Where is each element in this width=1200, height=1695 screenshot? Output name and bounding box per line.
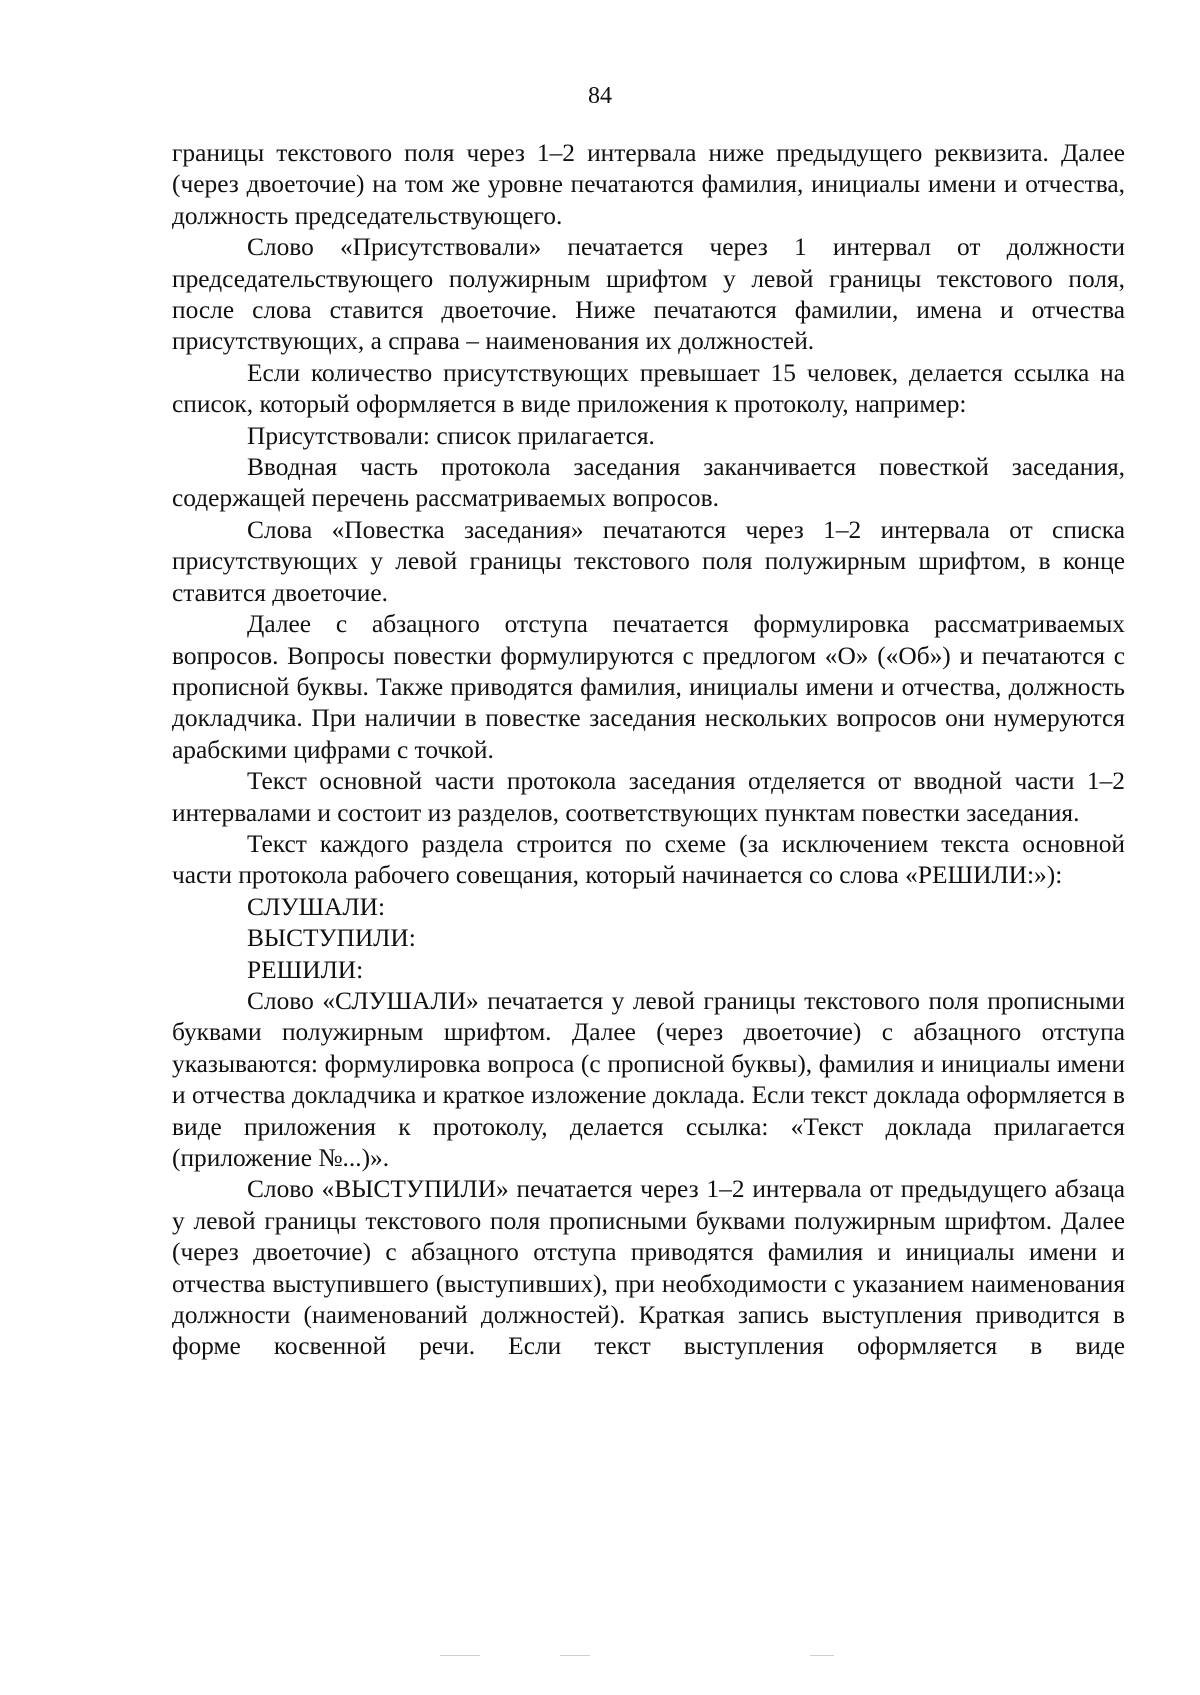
paragraph-attendees-example: Присутствовали: список прилагается.	[247, 421, 655, 450]
scan-mark	[440, 1655, 480, 1656]
scheme-item-spoke: ВЫСТУПИЛИ:	[247, 924, 416, 953]
page-number: 84	[588, 83, 612, 109]
paragraph-listened-word: Слово «СЛУШАЛИ» печатается у левой границы текстового поля прописными буквами полужирным шрифтом. Далее (через двоеточие) с абзацного отступа указываются: формулировка вопроса (с прописной буквы), фамилия и инициалы имени и отчества докладчика и краткое изложение доклада. Если текст доклада оформляется в виде приложения к протоколу, делается ссылка: «Текст доклада прилагается (приложение №...)».	[172, 986, 1125, 1172]
paragraph-attendee-count: Если количество присутствующих превышает 15 человек, делается ссылка на список, который оформляется в виде приложения к протоколу, например:	[172, 358, 1125, 419]
document-body	[172, 138, 1125, 1363]
scan-mark	[560, 1655, 590, 1656]
scheme-item-listened: СЛУШАЛИ:	[247, 892, 386, 921]
paragraph-introduction-end: Вводная часть протокола заседания заканчивается повесткой заседания, содержащей перечень рассматриваемых вопросов.	[172, 453, 1125, 513]
paragraph-section-scheme: Текст каждого раздела строится по схеме (за исключением текста основной части протокола рабочего совещания, который начинается со слова «РЕШИЛИ:»):	[172, 829, 1125, 890]
scan-artifacts	[0, 1655, 1200, 1665]
paragraph-agenda-words: Слова «Повестка заседания» печатаются через 1–2 интервала от списка присутствующих у левой границы текстового поля полужирным шрифтом, в конце ставится двоеточие.	[172, 515, 1125, 607]
scan-mark	[810, 1655, 834, 1656]
paragraph-main-part: Текст основной части протокола заседания отделяется от вводной части 1–2 интервалами и состоит из разделов, соответствующих пунктам повестки заседания.	[172, 767, 1125, 827]
scheme-item-decided: РЕШИЛИ:	[247, 955, 364, 984]
paragraph-continuation: границы текстового поля через 1–2 интервала ниже предыдущего реквизита. Далее (через двоеточие) на том же уровне печатаются фамилия, инициалы имени и отчества, должность председательствующего.	[172, 139, 1125, 230]
paragraph-spoke-word: Слово «ВЫСТУПИЛИ» печатается через 1–2 интервала от предыдущего абзаца у левой границы текстового поля прописными буквами полужирным шрифтом. Далее (через двоеточие) с абзацного отступа приводятся фамилия и инициалы имени и отчества выступившего (выступивших), при необходимости с указанием наименования должности (наименований должностей). Краткая запись выступления приводится в форме косвенной речи. Если текст выступления оформляется в виде	[172, 1175, 1125, 1361]
paragraph-agenda-questions: Далее с абзацного отступа печатается формулировка рассматриваемых вопросов. Вопросы повестки формулируются с предлогом «О» («Об») и печатаются с прописной буквы. Также приводятся фамилия, инициалы имени и отчества, должность докладчика. При наличии в повестке заседания нескольких вопросов они нумеруются арабскими цифрами с точкой.	[172, 610, 1125, 764]
paragraph-attendees-word: Слово «Присутствовали» печатается через 1 интервал от должности председательствующего полужирным шрифтом у левой границы текстового поля, после слова ставится двоеточие. Ниже печатаются фамилии, имена и отчества присутствующих, а справа – наименования их должностей.	[172, 233, 1125, 356]
